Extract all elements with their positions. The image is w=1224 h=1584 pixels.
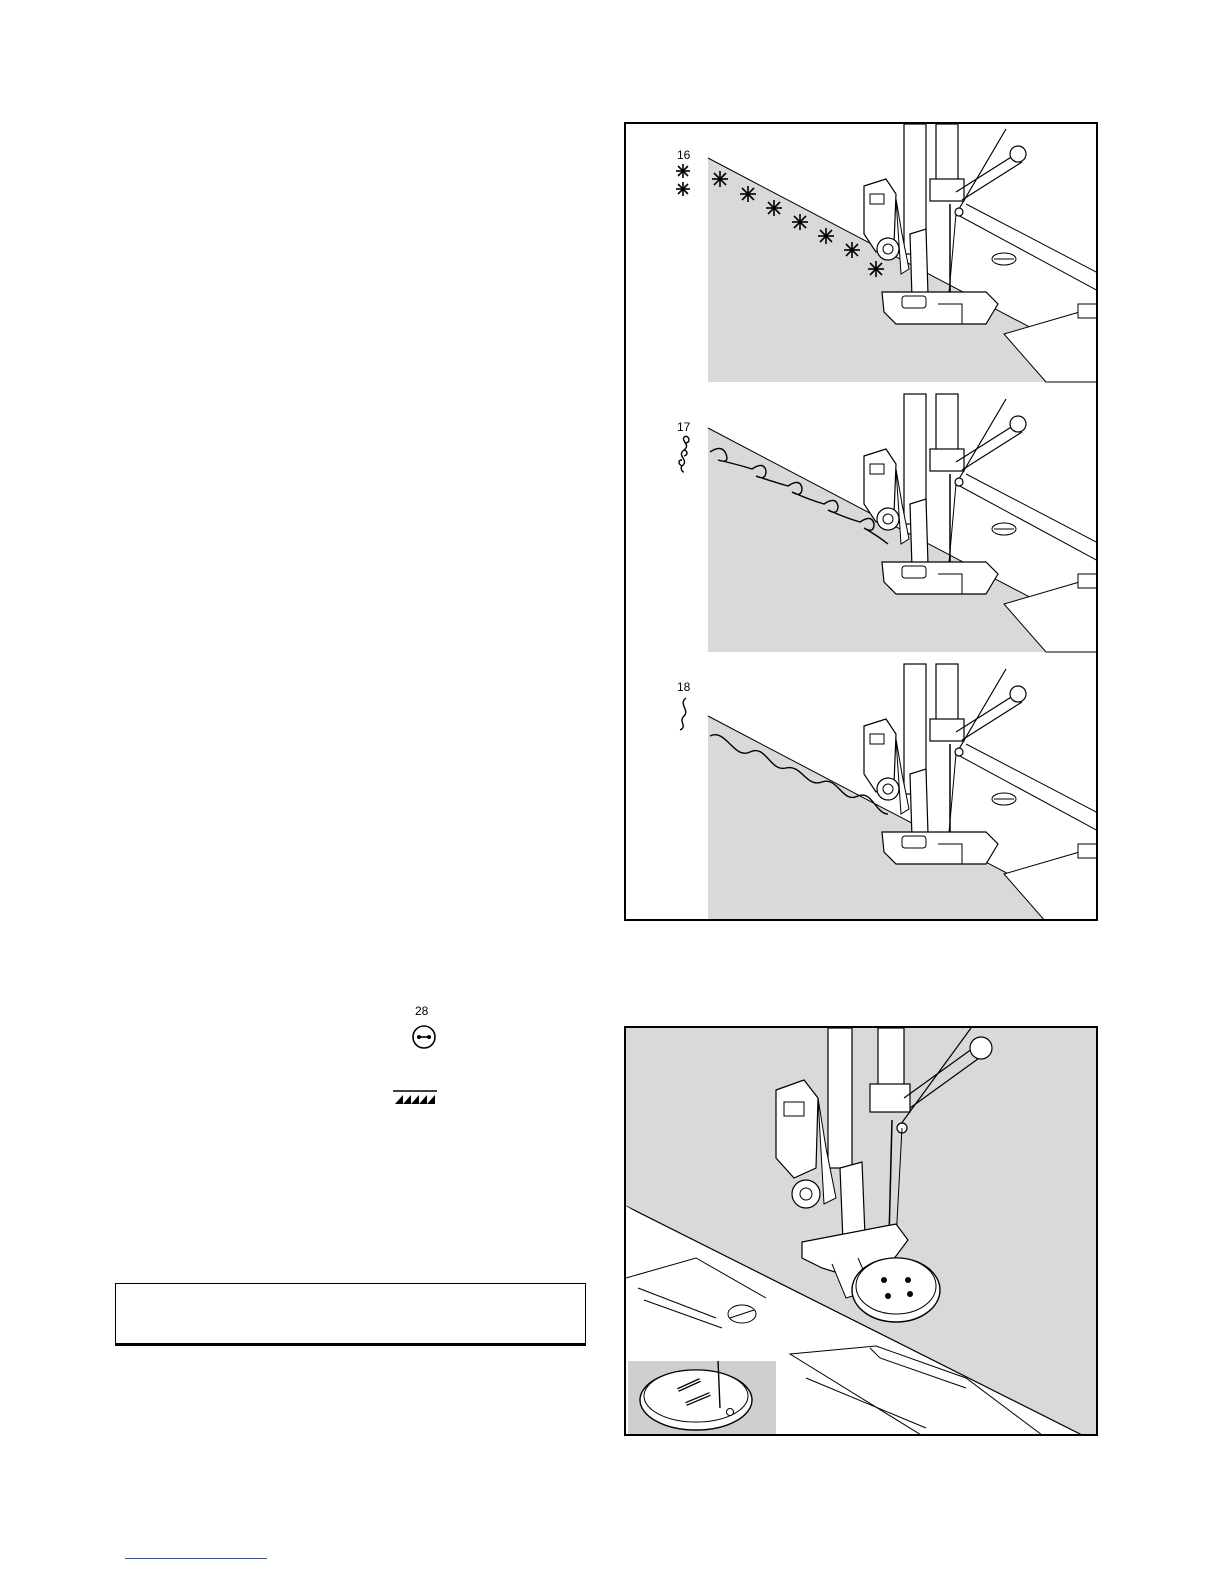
wave-stitch-icon	[676, 696, 692, 732]
footer-rule	[125, 1558, 267, 1559]
note-box	[115, 1283, 586, 1346]
leaf-stitch-icon	[674, 434, 694, 474]
button-sewing-illustration	[626, 1028, 1098, 1436]
star-stitch-icon	[674, 162, 692, 198]
decorative-stitch-illustration	[626, 124, 1098, 921]
feed-dog-lowered-icon	[393, 1090, 437, 1106]
step-16-scene	[708, 124, 1098, 382]
stitch-number-17: 17	[677, 420, 691, 434]
decorative-stitch-figure	[624, 122, 1098, 921]
stitch-number-18: 18	[677, 680, 691, 694]
stitch-number-28: 28	[415, 1004, 429, 1018]
stitch-number-16: 16	[677, 148, 691, 162]
step-18-scene	[708, 664, 1098, 921]
button-sewing-figure	[624, 1026, 1098, 1436]
step-17-scene	[708, 394, 1098, 652]
button-sew-icon	[410, 1023, 438, 1051]
